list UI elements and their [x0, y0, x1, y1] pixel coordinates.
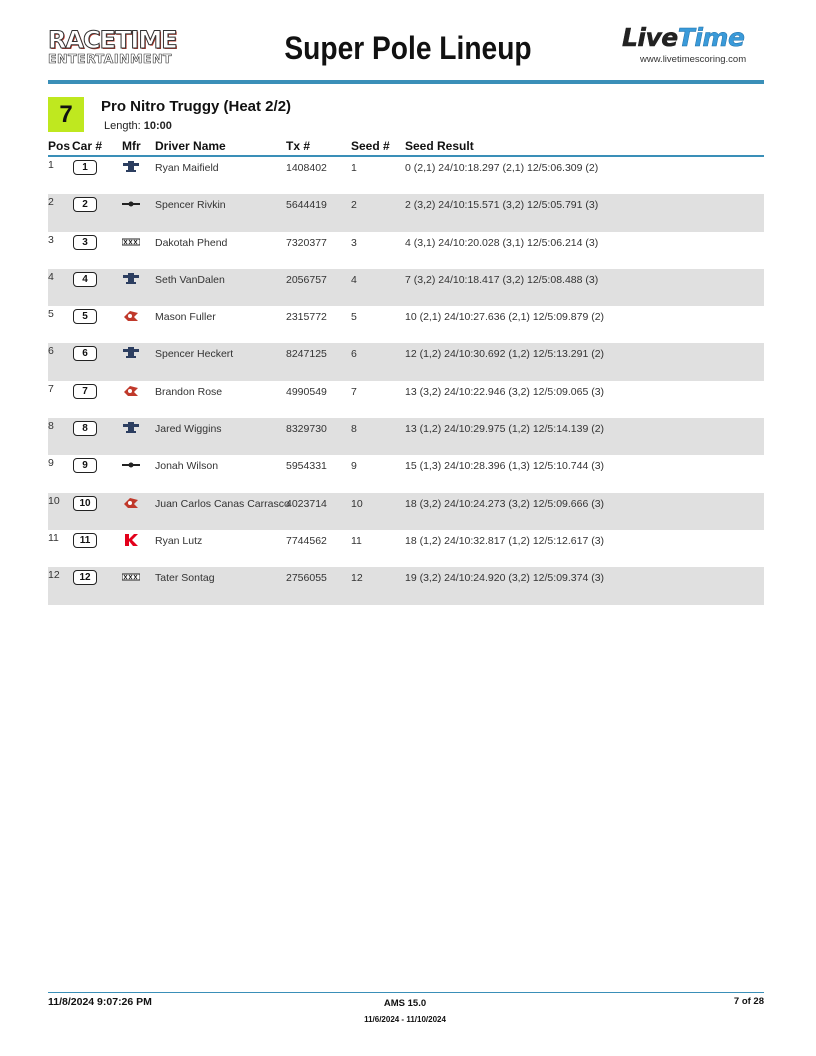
car-number-badge: 8: [73, 421, 97, 436]
driver-name-cell: Tater Sontag: [155, 572, 215, 585]
pos-cell: 12: [48, 569, 60, 582]
footer-datetime: 11/8/2024 9:07:26 PM: [48, 996, 152, 1008]
table-row: [48, 530, 764, 567]
seed-result-cell: 0 (2,1) 24/10:18.297 (2,1) 12/5:06.309 (2): [405, 162, 599, 174]
xray-logo-icon: [122, 235, 140, 249]
table-row: [48, 418, 764, 455]
transponder-cell: 2756055: [286, 572, 327, 585]
seed-cell: 8: [351, 423, 357, 436]
pos-cell: 1: [48, 159, 54, 171]
seed-cell: 11: [351, 534, 362, 547]
mugen-logo-icon: [122, 421, 140, 435]
footer-divider: [48, 992, 764, 993]
table-row: [48, 306, 764, 343]
driver-name-cell: Jonah Wilson: [155, 460, 219, 473]
seed-result-cell: 18 (1,2) 24/10:32.817 (1,2) 12/5:12.617 (3): [405, 534, 605, 547]
col-header-seed: Seed #: [351, 139, 390, 153]
pos-cell: 7: [48, 382, 54, 395]
col-header-pos: Pos: [48, 139, 71, 153]
driver-name-cell: Ryan Maifield: [155, 162, 219, 174]
mugen-logo-icon: [122, 272, 140, 286]
tekno-logo-icon: [122, 458, 140, 472]
racetime-logo-line1: RACETIME: [48, 26, 177, 54]
heat-title: Pro Nitro Truggy (Heat 2/2): [101, 98, 292, 115]
seed-result-cell: 7 (3,2) 24/10:18.417 (3,2) 12/5:08.488 (3): [405, 273, 599, 286]
pos-cell: 3: [48, 233, 54, 246]
car-number-badge: 11: [73, 533, 97, 548]
seed-result-cell: 10 (2,1) 24/10:27.636 (2,1) 12/5:09.879 (2): [405, 311, 605, 324]
pos-cell: 4: [48, 270, 54, 283]
seed-result-cell: 18 (3,2) 24/10:24.273 (3,2) 12/5:09.666 (3): [405, 497, 605, 510]
pos-cell: 8: [48, 420, 54, 433]
livetime-logo-time: Time: [677, 23, 745, 52]
car-number-badge: 3: [73, 235, 97, 250]
table-row: [48, 493, 764, 530]
pos-cell: 2: [48, 196, 54, 209]
table-row: [48, 194, 764, 231]
seed-cell: 7: [351, 385, 357, 398]
seed-cell: 6: [351, 348, 357, 361]
car-number-badge: 10: [73, 496, 97, 511]
transponder-cell: 5954331: [286, 460, 327, 473]
seed-result-cell: 12 (1,2) 24/10:30.692 (1,2) 12/5:13.291 (2): [405, 348, 605, 361]
col-header-mfr: Mfr: [122, 139, 141, 153]
footer-event: AMS 15.0: [383, 998, 427, 1009]
seed-cell: 1: [351, 162, 357, 174]
footer-dates: 11/6/2024 - 11/10/2024: [364, 1015, 446, 1024]
seed-result-cell: 15 (1,3) 24/10:28.396 (1,3) 12/5:10.744 (3): [405, 460, 605, 473]
pos-cell: 5: [48, 308, 54, 321]
car-number-badge: 9: [73, 458, 97, 473]
driver-name-cell: Mason Fuller: [155, 311, 216, 324]
car-number-badge: 4: [73, 272, 97, 287]
seed-cell: 10: [351, 497, 363, 510]
livetime-logo-live: Live: [622, 23, 678, 52]
col-header-result: Seed Result: [405, 139, 474, 153]
transponder-cell: 5644419: [286, 199, 327, 212]
lineup-table: [48, 157, 764, 605]
car-number-badge: 1: [73, 160, 97, 175]
table-row: [48, 343, 764, 380]
livetime-logo: [620, 24, 765, 69]
driver-name-cell: Spencer Heckert: [155, 348, 234, 361]
header-divider: [48, 80, 764, 84]
table-row: [48, 567, 764, 604]
seed-result-cell: 4 (3,1) 24/10:20.028 (3,1) 12/5:06.214 (3): [405, 236, 599, 249]
kyosho-logo-icon: [122, 533, 140, 547]
pos-cell: 9: [48, 457, 54, 470]
hb-racing-logo-icon: [122, 384, 140, 398]
hb-racing-logo-icon: [122, 309, 140, 323]
table-row: [48, 455, 764, 492]
page-title: Super Pole Lineup: [284, 30, 532, 66]
car-number-badge: 6: [73, 346, 97, 361]
seed-cell: 5: [351, 311, 357, 324]
pos-cell: 11: [48, 531, 59, 544]
table-row: [48, 232, 764, 269]
driver-name-cell: Seth VanDalen: [155, 273, 225, 286]
mugen-logo-icon: [122, 160, 140, 174]
heat-length: [104, 120, 172, 132]
racetime-logo: [48, 28, 193, 68]
transponder-cell: 7744562: [286, 534, 327, 547]
pos-cell: 6: [48, 345, 54, 358]
table-row: [48, 157, 764, 194]
seed-cell: 3: [351, 236, 357, 249]
driver-name-cell: Spencer Rivkin: [155, 199, 226, 212]
pos-cell: 10: [48, 494, 60, 507]
table-row: [48, 269, 764, 306]
heat-length-label: Length:: [104, 120, 141, 132]
transponder-cell: 2056757: [286, 273, 327, 286]
transponder-cell: 7320377: [286, 236, 327, 249]
seed-cell: 2: [351, 199, 357, 212]
car-number-badge: 12: [73, 570, 97, 585]
heat-number-badge: 7: [48, 97, 84, 132]
driver-name-cell: Juan Carlos Canas Carrasco: [155, 497, 290, 510]
car-number-badge: 7: [73, 384, 97, 399]
mugen-logo-icon: [122, 346, 140, 360]
car-number-badge: 2: [73, 197, 97, 212]
transponder-cell: 2315772: [286, 311, 327, 324]
driver-name-cell: Brandon Rose: [155, 385, 223, 398]
car-number-badge: 5: [73, 309, 97, 324]
transponder-cell: 4023714: [286, 497, 327, 510]
livetime-url: www.livetimescoring.com: [640, 54, 747, 65]
seed-result-cell: 19 (3,2) 24/10:24.920 (3,2) 12/5:09.374 (3): [405, 572, 605, 585]
transponder-cell: 1408402: [286, 162, 327, 174]
transponder-cell: 8247125: [286, 348, 327, 361]
col-header-tx: Tx #: [286, 139, 311, 153]
transponder-cell: 4990549: [286, 385, 327, 398]
driver-name-cell: Jared Wiggins: [155, 423, 222, 436]
seed-result-cell: 13 (1,2) 24/10:29.975 (1,2) 12/5:14.139 (2): [405, 423, 605, 436]
col-header-driver: Driver Name: [155, 139, 226, 153]
col-header-car: Car #: [72, 139, 103, 153]
table-row: [48, 381, 764, 418]
tekno-logo-icon: [122, 197, 140, 211]
driver-name-cell: Dakotah Phend: [155, 236, 228, 249]
xray-logo-icon: [122, 570, 140, 584]
seed-result-cell: 2 (3,2) 24/10:15.571 (3,2) 12/5:05.791 (3): [405, 199, 599, 212]
footer-page: 7 of 28: [733, 996, 764, 1007]
seed-cell: 12: [351, 572, 363, 585]
hb-racing-logo-icon: [122, 496, 140, 510]
seed-result-cell: 13 (3,2) 24/10:22.946 (3,2) 12/5:09.065 (3): [405, 385, 605, 398]
driver-name-cell: Ryan Lutz: [155, 534, 203, 547]
racetime-logo-line2: ENTERTAINMENT: [48, 51, 172, 66]
seed-cell: 9: [351, 460, 357, 473]
heat-length-value: 10:00: [143, 120, 172, 132]
transponder-cell: 8329730: [286, 423, 327, 436]
seed-cell: 4: [351, 273, 357, 286]
